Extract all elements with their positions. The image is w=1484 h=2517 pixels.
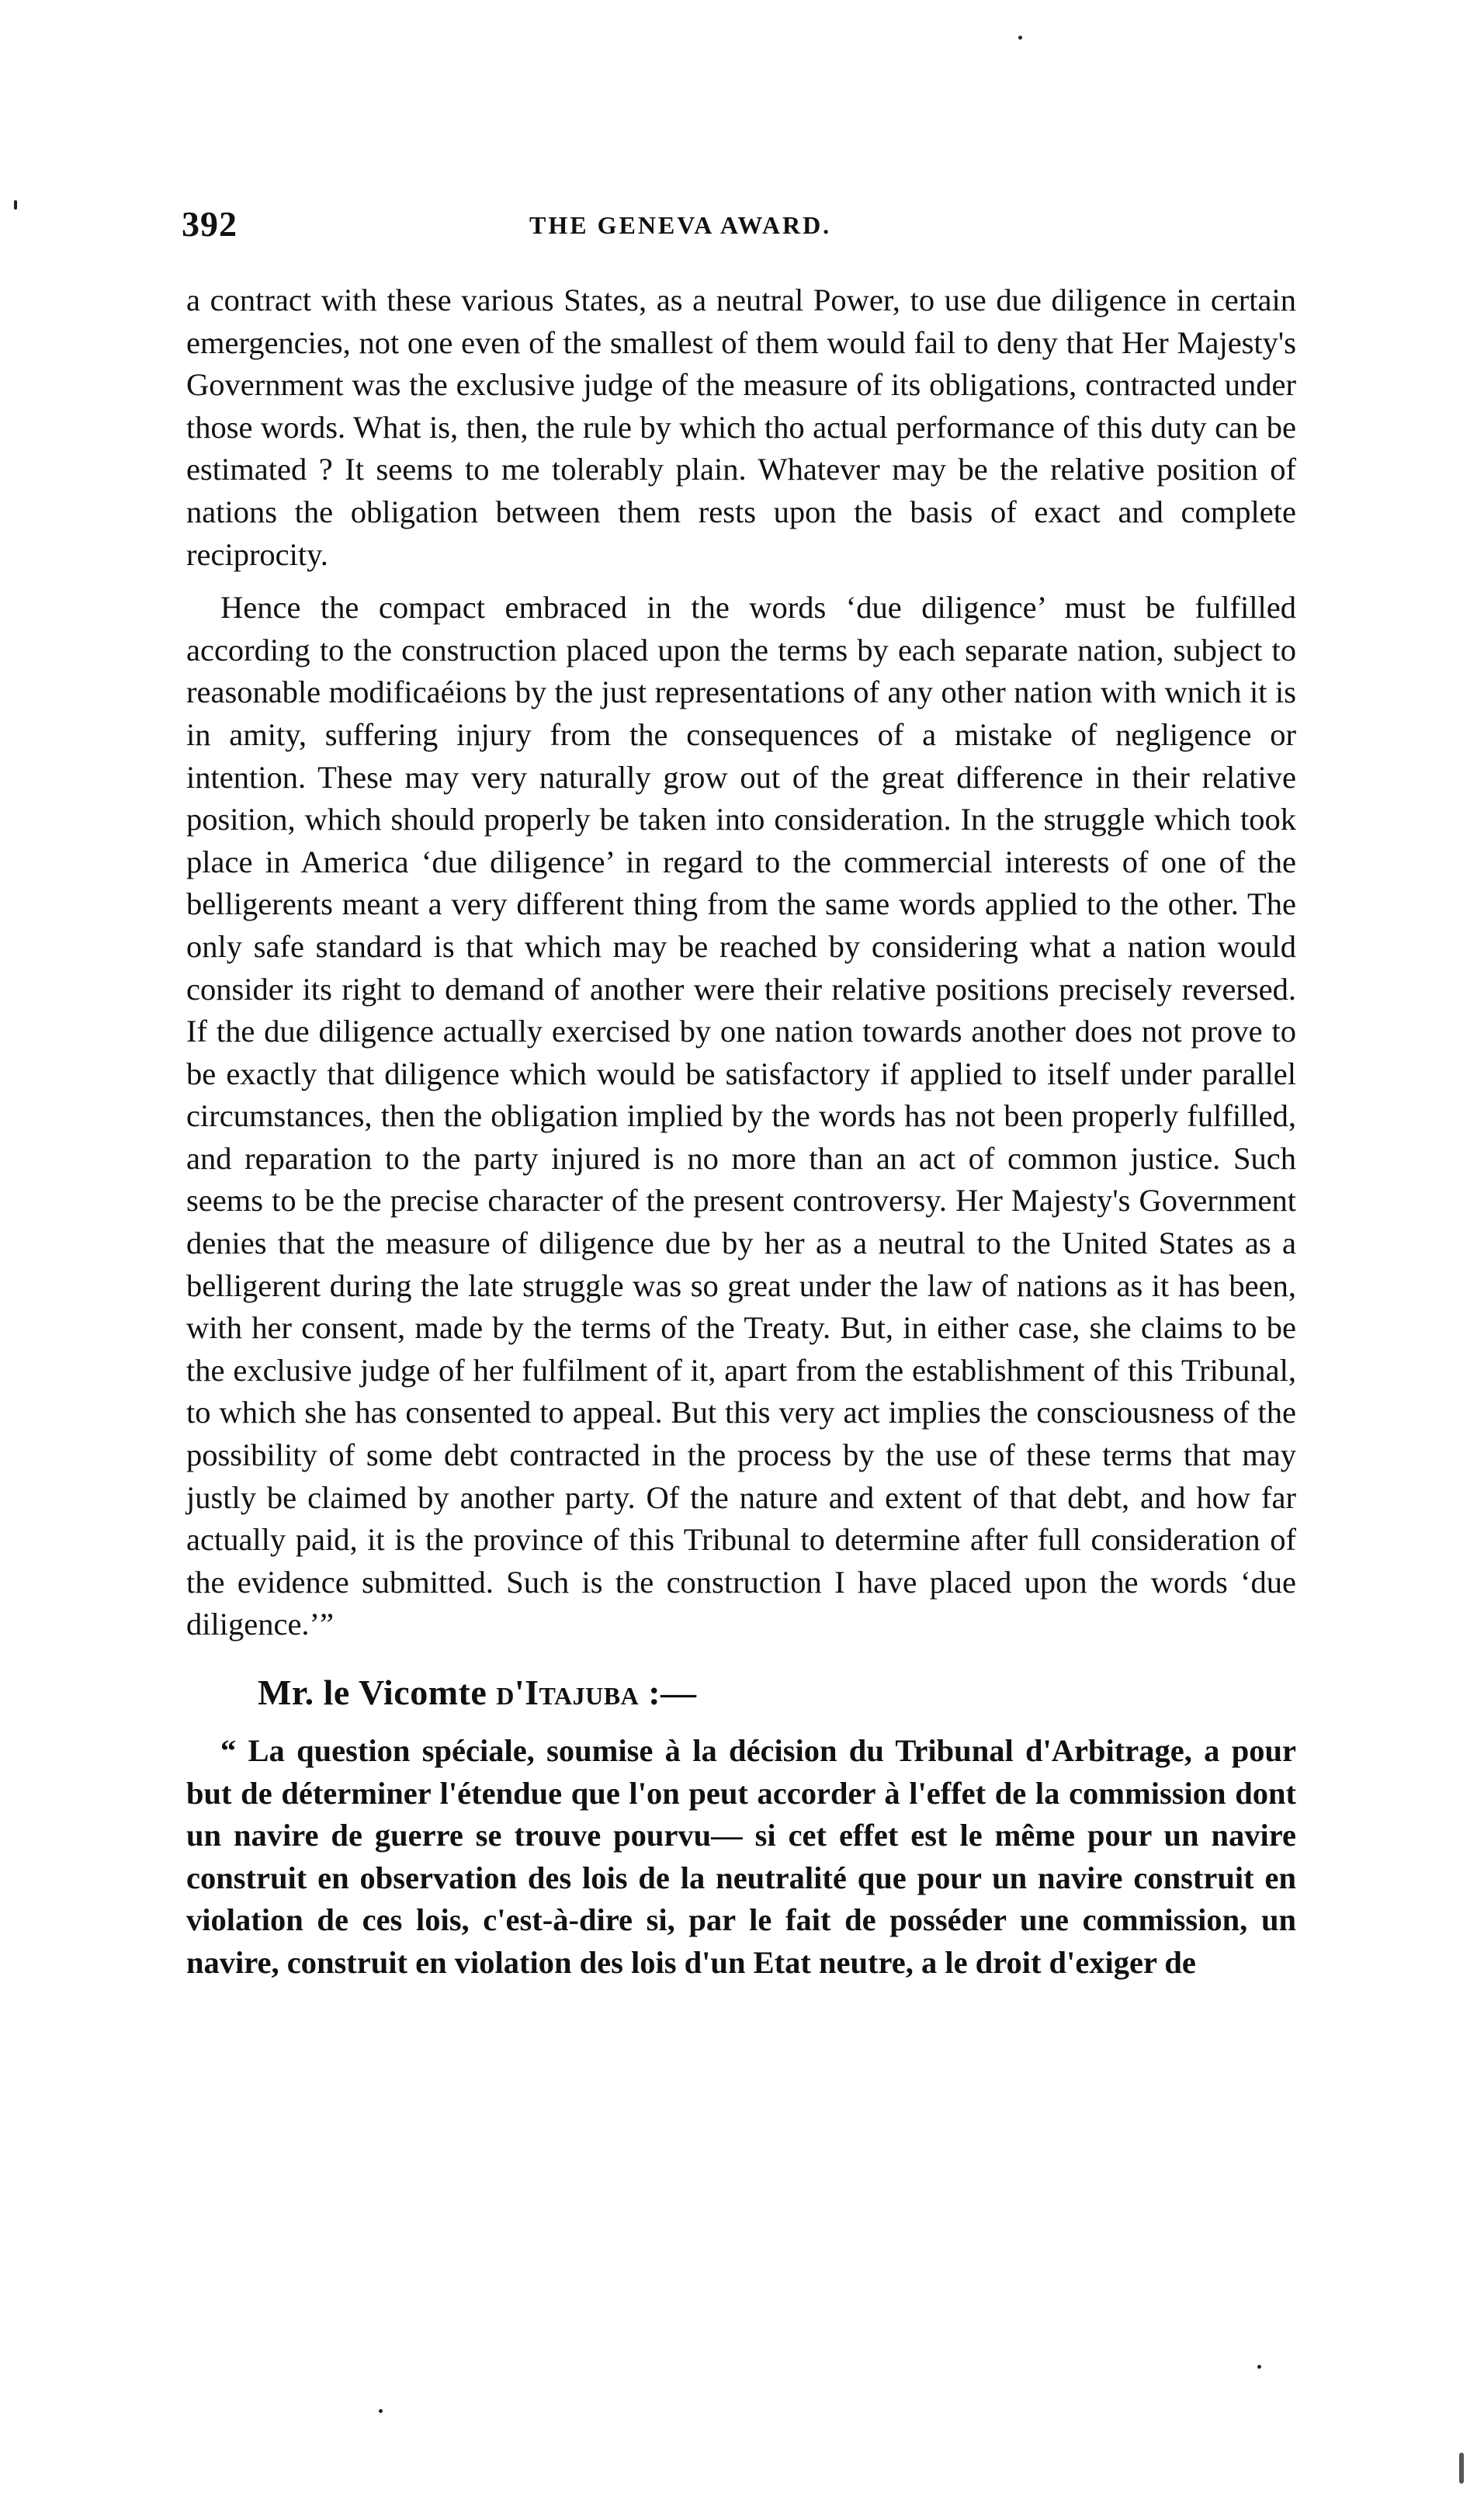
page-number: 392 xyxy=(182,204,238,244)
paragraph-due-diligence: Hence the compact embraced in the words ‘due diligence’ must be fulfilled according to the construction placed upon the terms by each separate nation, subject to reasonable modificaéions by the just representations of any other nation with wnich it is in amity, suffering injury from the consequences of a mistake of negligence or intention. These may very naturally grow out of the great difference in their relative position, which should properly be taken into consideration. In the struggle which took place in America ‘due diligence’ in regard to the commercial interests of one of the belligerents meant a very different thing from the same words applied to the other. The only safe standard is that which may be reached by considering what a nation would consider its right to demand of another were their relative positions precisely reversed. If the due diligence actually exercised by one nation towards another does not prove to be exactly that diligence which would be satisfactory if applied to itself under parallel circumstances, then the obligation implied by the words has not been properly fulfilled, and reparation to the party injured is no more than an act of common justice. Such seems to be the precise character of the present controversy. Her Majesty's Government denies that the measure of diligence due by her as a neutral to the United States as a belligerent during the late struggle was so great under the law of nations as it has been, with her consent, made by the terms of the Treaty. But, in either case, she claims to be the exclusive judge of her fulfilment of it, apart from the establishment of this Tribunal, to which she has consented to appeal. But this very act implies the consciousness of the possibility of some debt contracted in the process by the use of these terms that may justly be claimed by another party. Of the nature and extent of that debt, and how far actually paid, it is the province of this Tribunal to determine after full consideration of the evidence submitted. Such is the construction I have placed upon the words ‘due diligence.’” xyxy=(186,590,1296,1642)
page-header xyxy=(182,203,1299,250)
scan-speck xyxy=(1018,36,1022,40)
speaker-suffix: :— xyxy=(639,1673,697,1712)
paragraph-french-statement: “ La question spéciale, soumise à la décision du Tribunal d'Arbitrage, a pour but de déterminer l'étendue que l'on peut accorder à l'effet de la commission dont un navire de guerre se trouve pourvu— si cet effet est le même pour un navire construit en observation des lois de la neutralité que pour un navire construit en violation de ces lois, c'est-à-dire si, par le fait de posséder une commission, un navire, construit en violation des lois d'un Etat neutre, a le droit d'exiger de xyxy=(186,1733,1296,1980)
scan-speck xyxy=(1459,2453,1464,2484)
running-head: THE GENEVA AWARD. xyxy=(529,211,832,239)
scan-speck xyxy=(14,200,17,210)
scan-speck xyxy=(379,2409,383,2413)
scan-speck xyxy=(1257,2365,1261,2369)
speaker-prefix: Mr. le Vicomte xyxy=(258,1673,497,1712)
speaker-heading xyxy=(186,1669,1296,1716)
speaker-name: d'Itajuba xyxy=(496,1673,640,1712)
body-text xyxy=(186,279,1296,1985)
paragraph-continuation: a contract with these various States, as a neutral Power, to use due diligence in certain emergencies, not one even of the smallest of them would fail to deny that Her Majesty's Government was the exclusive judge of the measure of its obligations, contracted under those words. What is, then, the rule by which tho actual performance of this duty can be estimated ? It seems to me tolerably plain. Whatever may be the relative position of nations the obligation between them rests upon the basis of exact and complete reciprocity. xyxy=(186,283,1296,572)
